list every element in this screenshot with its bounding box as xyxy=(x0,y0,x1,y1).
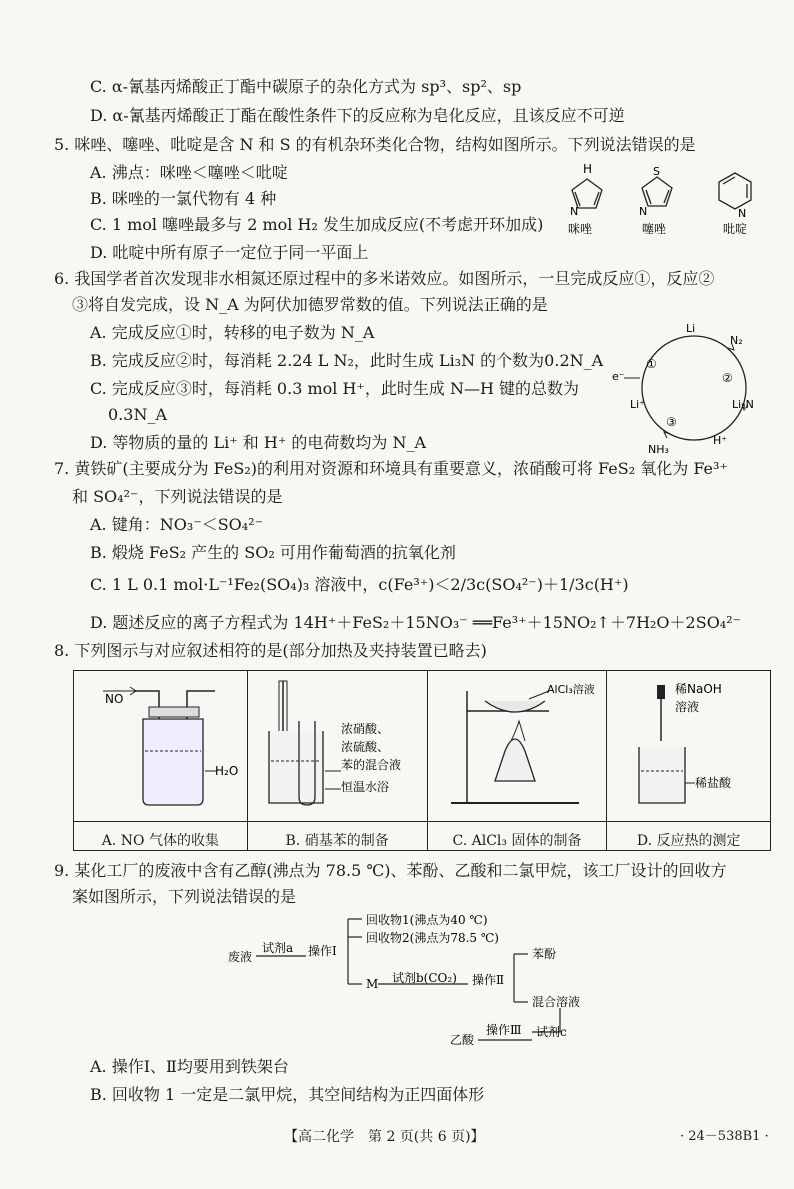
heat-of-reaction-apparatus xyxy=(609,671,769,817)
n2-label: N₂ xyxy=(730,334,743,347)
q6-option-d: D. 等物质的量的 Li⁺ 和 H⁺ 的电荷数均为 N_A xyxy=(90,433,427,452)
q5-option-a: A. 沸点：咪唑＜噻唑＜吡啶 xyxy=(90,163,288,182)
caption-d: D. 反应热的测定 xyxy=(607,822,771,851)
q5-option-c: C. 1 mol 噻唑最多与 2 mol H₂ 发生加成反应(不考虑开环加成) xyxy=(90,215,544,234)
caption-c: C. AlCl₃ 固体的制备 xyxy=(427,822,607,851)
q8-stem: 8. 下列图示与对应叙述相符的是(部分加热及夹持装置已略去) xyxy=(54,641,487,660)
pyridine-structure xyxy=(719,173,751,209)
q7-option-d: D. 题述反应的离子方程式为 14H⁺＋FeS₂＋15NO₃⁻ ══Fe³⁺＋15NO₂↑＋7H₂O＋2SO₄²⁻ xyxy=(90,613,742,632)
thiazole-n-label: N xyxy=(639,205,648,218)
waste-label: 废液 xyxy=(228,950,253,964)
thiazole-s-label: S xyxy=(653,165,660,178)
pyridine-n-label: N xyxy=(738,207,747,220)
step3-label: ③ xyxy=(666,415,677,429)
water-bath-label: 恒温水浴 xyxy=(341,780,390,794)
apparatus-c-cell xyxy=(427,671,607,822)
li3n-label: Li₃N xyxy=(732,398,754,411)
pyridine-label: 吡啶 xyxy=(723,222,748,236)
step2-label: ② xyxy=(722,371,733,385)
q7-stem: 7. 黄铁矿(主要成分为 FeS₂)的利用对资源和环境具有重要意义，浓硝酸可将 FeS₂ 氧化为 Fe³⁺ xyxy=(54,459,728,478)
recovered-2-label: 回收物2(沸点为78.5 ℃) xyxy=(366,931,499,945)
caption-b: B. 硝基苯的制备 xyxy=(247,822,427,851)
thiazole-label: 噻唑 xyxy=(642,222,667,236)
apparatus-a-cell xyxy=(74,671,248,822)
mixed-solution-label: 混合溶液 xyxy=(532,995,581,1009)
q9-option-b: B. 回收物 1 一定是二氯甲烷，其空间结构为正四面体形 xyxy=(90,1085,485,1104)
naoh-label: 稀NaOH xyxy=(674,682,722,696)
q5-option-d: D. 吡啶中所有原子一定位于同一平面上 xyxy=(90,243,369,262)
evaporation-apparatus xyxy=(429,671,605,817)
reagent-line-1: 浓硝酸、 xyxy=(341,722,390,736)
op3-label: 操作Ⅲ xyxy=(486,1023,522,1037)
q6-stem-cont: ③将自发完成，设 N_A 为阿伏加德罗常数的值。下列说法正确的是 xyxy=(72,295,548,314)
nh3-label: NH₃ xyxy=(648,443,669,456)
q8-apparatus-table xyxy=(73,670,771,851)
q5-structures xyxy=(560,155,770,237)
exam-code: · 24－538B1 · xyxy=(680,1129,769,1144)
q9-flowchart xyxy=(220,910,600,1050)
water-label: H₂O xyxy=(215,764,239,778)
q6-option-c: C. 完成反应③时，每消耗 0.3 mol H⁺，此时生成 N—H 键的总数为 xyxy=(90,379,579,398)
q7-option-a: A. 键角：NO₃⁻＜SO₄²⁻ xyxy=(90,515,264,534)
q7-option-c: C. 1 L 0.1 mol·L⁻¹Fe₂(SO₄)₃ 溶液中，c(Fe³⁺)＜2/3c(SO₄²⁻)＋1/3c(H⁺) xyxy=(90,575,629,594)
q9-option-a: A. 操作Ⅰ、Ⅱ均要用到铁架台 xyxy=(90,1057,289,1076)
hcl-label: 稀盐酸 xyxy=(694,776,731,790)
acetic-acid-label: 乙酸 xyxy=(450,1033,475,1047)
op1-label: 操作Ⅰ xyxy=(308,944,337,958)
apparatus-d-cell xyxy=(607,671,771,822)
q6-option-a: A. 完成反应①时，转移的电子数为 N_A xyxy=(90,323,375,342)
gas-collection-apparatus xyxy=(75,671,245,817)
q5-option-b: B. 咪唑的一氯代物有 4 种 xyxy=(90,189,277,208)
nitrobenzene-apparatus xyxy=(249,671,425,817)
step1-label: ① xyxy=(646,357,657,371)
no-label: NO xyxy=(105,692,124,706)
q4-option-c: C. α-氰基丙烯酸正丁酯中碳原子的杂化方式为 sp³、sp²、sp xyxy=(90,77,522,96)
q4-option-d: D. α-氰基丙烯酸正丁酯在酸性条件下的反应称为皂化反应，且该反应不可逆 xyxy=(90,106,625,125)
recovered-1-label: 回收物1(沸点为40 ℃) xyxy=(366,913,488,927)
electron-label: e⁻ xyxy=(612,370,625,383)
imidazole-label: 咪唑 xyxy=(568,222,593,236)
q9-stem: 9. 某化工厂的废液中含有乙醇(沸点为 78.5 ℃)、苯酚、乙酸和二氯甲烷，该工厂设计的回收方 xyxy=(54,861,727,880)
h-plus-label: H⁺ xyxy=(713,434,728,447)
caption-a: A. NO 气体的收集 xyxy=(74,822,248,851)
phenol-label: 苯酚 xyxy=(532,947,557,961)
solution-label: 溶液 xyxy=(674,700,699,714)
thiazole-structure xyxy=(642,177,672,206)
cycle-arrow-3 xyxy=(664,432,670,438)
li-label: Li xyxy=(686,322,696,335)
m-label: M xyxy=(366,977,379,991)
cycle-circle xyxy=(642,336,746,440)
reagent-c-label: 试剂c xyxy=(536,1025,567,1039)
reagent-b-label: 试剂b(CO₂) xyxy=(392,971,457,985)
q6-option-c-cont: 0.3N_A xyxy=(108,405,167,424)
q7-stem-cont: 和 SO₄²⁻，下列说法错误的是 xyxy=(72,487,283,506)
op2-label: 操作Ⅱ xyxy=(472,973,505,987)
q6-cycle-diagram xyxy=(608,316,788,464)
q9-stem-cont: 案如图所示，下列说法错误的是 xyxy=(72,887,297,906)
imidazole-n-label: N xyxy=(570,205,579,218)
q5-stem: 5. 咪唑、噻唑、吡啶是含 N 和 S 的有机杂环类化合物，结构如图所示。下列说法错误的是 xyxy=(54,135,696,154)
reagent-line-2: 浓硫酸、 xyxy=(341,740,390,754)
li-plus-label: Li⁺ xyxy=(630,398,645,411)
apparatus-b-cell xyxy=(247,671,427,822)
reagent-line-3: 苯的混合液 xyxy=(341,758,402,772)
imidazole-structure xyxy=(572,179,602,208)
q7-option-b: B. 煅烧 FeS₂ 产生的 SO₂ 可用作葡萄酒的抗氧化剂 xyxy=(90,543,456,562)
page-footer: 【高二化学 第 2 页(共 6 页)】 xyxy=(284,1129,485,1145)
q6-option-b: B. 完成反应②时，每消耗 2.24 L N₂，此时生成 Li₃N 的个数为0.2N_A xyxy=(90,351,604,370)
reagent-a-label: 试剂a xyxy=(262,941,294,955)
alcl3-solution-label: AlCl₃溶液 xyxy=(546,683,595,696)
q6-stem: 6. 我国学者首次发现非水相氮还原过程中的多米诺效应。如图所示，一旦完成反应①，反应② xyxy=(54,269,715,288)
imidazole-h-label: H xyxy=(583,162,593,176)
